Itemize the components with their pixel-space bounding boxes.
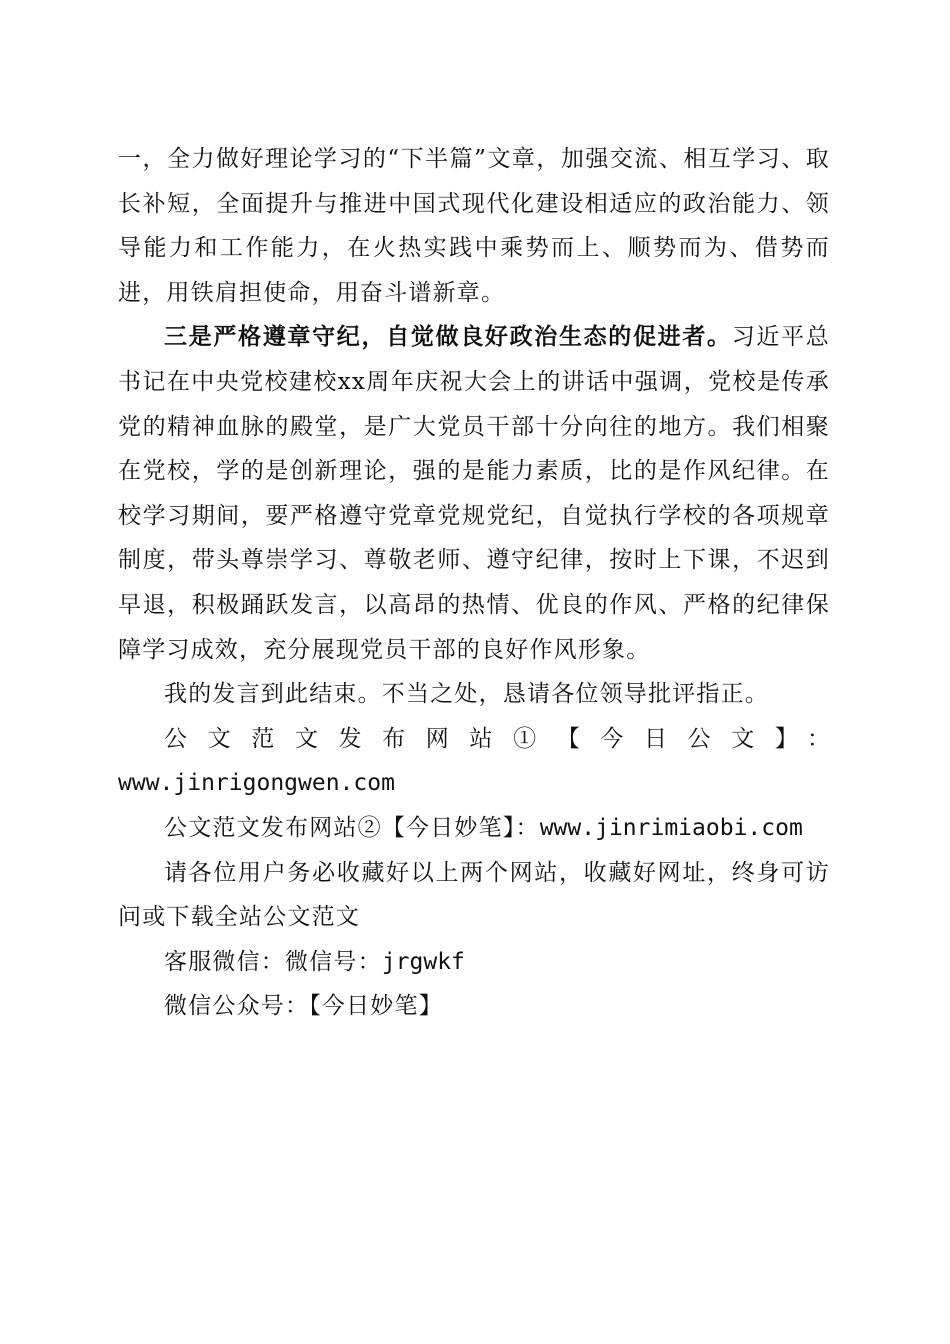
paragraph-body: 习近平总书记在中央党校建校xx周年庆祝大会上的讲话中强调，党校是传承党的精神血脉的殿堂，是广大党员干部十分向往的地方。我们相聚在党校，学的是创新理论，强的是能力素质，比的是作风纪律。在校学习期间，要严格遵守党章党规党纪，自觉执行学校的各项规章制度，带头尊崇学习、尊敬老师、遵守纪律，按时上下课，不迟到早退，积极踊跃发言，以高昂的热情、优良的作风、严格的纪律保障学习成效，充分展现党员干部的良好作风形象。 — [118, 324, 830, 663]
official-account-label: 微信公众号： — [164, 993, 310, 1020]
service-wechat-id: jrgwkf — [381, 948, 465, 975]
official-account-line — [118, 984, 830, 1029]
site-2-label: 公文范文发布网站②【今日妙笔】： — [164, 814, 540, 841]
site-1-line — [118, 717, 830, 762]
document-page — [118, 137, 830, 1029]
bookmark-notice: 请各位用户务必收藏好以上两个网站，收藏好网址，终身可访问或下载全站公文范文 — [118, 859, 830, 931]
paragraph-continuation: 一，全力做好理论学习的“下半篇”文章，加强交流、相互学习、取长补短，全面提升与推进中国式现代化建设相适应的政治能力、领导能力和工作能力，在火热实践中乘势而上、顺势而为、借势而进，用铁肩担使命，用奋斗谱新章。 — [118, 146, 830, 306]
site-2-url[interactable]: www.jinrimiaobi.com — [539, 814, 803, 841]
site-1-url-line — [118, 761, 830, 806]
paragraph-lead-heading: 三是严格遵章守纪，自觉做良好政治生态的促进者。 — [164, 323, 732, 351]
service-wechat-label: 客服微信：微信号： — [164, 948, 382, 975]
closing-remark: 我的发言到此结束。不当之处，恳请各位领导批评指正。 — [164, 681, 769, 708]
site-1-url[interactable]: www.jinrigongwen.com — [118, 770, 395, 797]
site-2-line — [118, 806, 830, 851]
site-1-label: 公文范文发布网站①【今日公文】： — [164, 725, 830, 752]
service-wechat-line — [118, 940, 830, 985]
paragraph-discipline — [118, 315, 830, 672]
official-account-name: 【今日妙笔】 — [309, 993, 443, 1020]
